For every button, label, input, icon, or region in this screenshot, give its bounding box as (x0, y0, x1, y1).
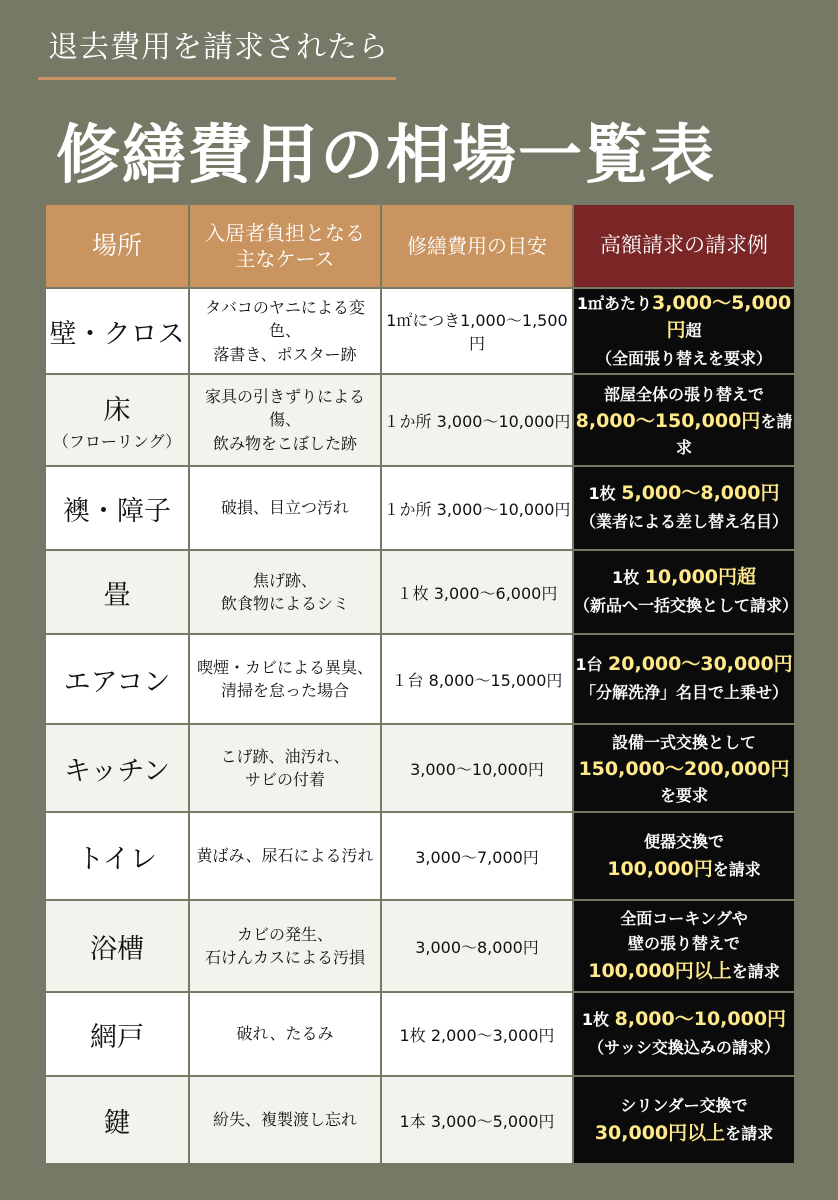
place-name: 畳 (103, 579, 131, 611)
high-line1 (574, 1006, 794, 1034)
high-line1-text: 1枚 (581, 1010, 615, 1030)
case-line1: 家具の引きずりによる傷、 (204, 387, 365, 430)
high-line2-amount: 150,000～200,000円 (578, 758, 790, 781)
high-line2 (574, 679, 794, 707)
place-name: 浴槽 (90, 933, 144, 965)
cell-fee: １か所 3,000～10,000円 (381, 374, 573, 466)
cell-high (573, 550, 799, 634)
case-line1: 黄ばみ、尿石による汚れ (196, 846, 374, 866)
table-row (45, 812, 795, 900)
repair-cost-table (44, 203, 799, 1165)
table-row (45, 992, 795, 1076)
header-high: 高額請求の請求例 (573, 204, 795, 288)
high-line1 (574, 480, 794, 508)
case-line1: カビの発生、 (236, 924, 333, 944)
cell-high (573, 812, 795, 900)
high-line1-amount: 10,000円超 (644, 566, 757, 589)
cell-place (45, 900, 189, 992)
place-name: 鍵 (103, 1107, 131, 1139)
high-line1-text: 1台 (575, 655, 609, 675)
cell-high (573, 466, 795, 550)
cell-place (45, 812, 189, 900)
header-case-line1: 入居者負担となる (205, 221, 365, 245)
high-line1-text: 設備一式交換として (611, 732, 756, 752)
cell-high (573, 288, 795, 374)
page-subtitle: 退去費用を請求されたら (48, 30, 389, 65)
case-line2: サビの付着 (244, 770, 325, 789)
high-line2-text: （新品へ一括交換として請求） (574, 596, 799, 615)
place-name: トイレ (77, 843, 157, 875)
table-row (45, 466, 795, 550)
cell-high (573, 634, 795, 724)
high-line2-amount: 8,000～150,000円 (575, 410, 761, 433)
high-line2-text: （サッシ交換込みの請求） (588, 1038, 780, 1057)
cell-case (189, 550, 381, 634)
place-name: エアコン (63, 666, 171, 698)
high-line1 (574, 290, 794, 345)
cell-place (45, 1076, 189, 1164)
cell-place (45, 724, 189, 812)
cell-case (189, 812, 381, 900)
page-title: 修繕費用の相場一覧表 (56, 119, 716, 193)
cell-high (573, 724, 795, 812)
table-row (45, 634, 795, 724)
high-line1 (574, 828, 794, 856)
case-line2: 飲み物をこぼした跡 (212, 433, 357, 453)
cell-case (189, 1076, 381, 1164)
cell-high (573, 900, 795, 992)
cell-high (573, 1076, 795, 1164)
high-line1 (574, 1092, 794, 1120)
case-line1: 破損、目立つ汚れ (220, 498, 349, 518)
high-line1-suffix: 超 (685, 321, 702, 341)
cell-case (189, 900, 381, 992)
place-name: 壁・クロス (49, 318, 185, 350)
place-sub: （フローリング） (52, 432, 182, 451)
case-line1: 破れ、たるみ (236, 1024, 334, 1044)
table-row (45, 724, 795, 812)
high-line1-text: 1枚 (611, 568, 645, 588)
header-case-line2: 主なケース (235, 247, 335, 271)
high-line2-text: 「分解洗浄」名目で上乗せ） (579, 683, 788, 702)
cell-high (573, 992, 795, 1076)
place-name: キッチン (63, 755, 171, 787)
cell-fee: １台 8,000～15,000円 (381, 634, 573, 724)
cell-fee: １枚 3,000～6,000円 (381, 550, 573, 634)
cell-fee: １か所 3,000～10,000円 (381, 466, 573, 550)
subtitle-underline (38, 77, 396, 80)
high-line2-amount: 100,000円 (607, 858, 713, 880)
high-line2 (574, 756, 794, 807)
table-row (45, 550, 795, 634)
high-line1-text: シリンダー交換で (620, 1096, 748, 1116)
high-line2-suffix: を請求 (712, 860, 761, 879)
cell-case (189, 634, 381, 724)
high-line1-text: 1枚 (588, 484, 622, 504)
case-line1: 喫煙・カビによる異臭、 (196, 657, 373, 677)
cell-case (189, 724, 381, 812)
high-line2 (574, 508, 794, 536)
high-line2 (574, 1120, 794, 1148)
cell-place (45, 634, 189, 724)
cell-case (189, 466, 381, 550)
high-line1 (574, 381, 794, 409)
high-line1-amount: 3,000～5,000円 (651, 291, 792, 342)
place-name: 網戸 (90, 1021, 144, 1053)
high-line2-suffix: を要求 (659, 785, 708, 805)
high-line2 (574, 345, 794, 373)
cell-fee: 1本 3,000～5,000円 (381, 1076, 573, 1164)
case-line2: 落書き、ポスター跡 (213, 344, 357, 364)
high-line1 (574, 930, 794, 958)
cell-fee: 1枚 2,000～3,000円 (381, 992, 573, 1076)
high-line1-text: 便器交換で (643, 832, 724, 852)
case-line1: こげ跡、油汚れ、 (220, 746, 350, 766)
high-line2 (574, 958, 794, 986)
high-line1-text: 部屋全体の張り替えで (603, 384, 764, 404)
cell-place (45, 374, 189, 466)
place-name: 襖・障子 (63, 495, 171, 527)
high-line2-suffix: を請求 (675, 412, 793, 457)
high-line2-suffix: を請求 (731, 961, 780, 981)
high-line2 (574, 1034, 794, 1062)
cell-case (189, 992, 381, 1076)
header-case (189, 204, 381, 288)
high-line1 (574, 729, 794, 757)
cell-case (189, 288, 381, 374)
cell-fee: 3,000～7,000円 (381, 812, 573, 900)
cell-fee: 1㎡につき1,000～1,500円 (381, 288, 573, 374)
case-line1: 紛失、複製渡し忘れ (212, 1110, 357, 1130)
high-line1-text: 壁の張り替えで (627, 934, 740, 954)
high-line1-amount: 8,000～10,000円 (614, 1008, 787, 1031)
header-fee: 修繕費用の目安 (381, 204, 573, 288)
cell-high (573, 374, 795, 466)
case-line1: タバコのヤニによる変色、 (205, 298, 365, 341)
high-line2-text: （業者による差し替え名目） (579, 512, 788, 531)
place-name: 床 (103, 395, 131, 426)
cell-place (45, 992, 189, 1076)
table-row (45, 288, 795, 374)
case-line2: 石けんカスによる汚損 (204, 948, 365, 967)
cell-place (45, 288, 189, 374)
high-line2 (574, 856, 794, 884)
high-line2-amount: 100,000円以上 (588, 959, 732, 982)
cell-case (189, 374, 381, 466)
cell-place (45, 466, 189, 550)
cell-fee: 3,000～8,000円 (381, 900, 573, 992)
high-line0: 全面コーキングや (620, 908, 748, 928)
table-row (45, 900, 795, 992)
case-line2: 清掃を怠った場合 (220, 681, 349, 700)
table-row (45, 374, 795, 466)
high-line2-text: （全面張り替えを要求） (595, 348, 772, 368)
high-line2 (574, 408, 794, 459)
high-line1-amount: 20,000～30,000円 (608, 653, 793, 676)
high-line1 (574, 564, 794, 592)
high-line1-amount: 5,000～8,000円 (621, 482, 780, 505)
high-line1 (574, 651, 794, 679)
high-line2-suffix: を請求 (725, 1124, 774, 1143)
cell-fee: 3,000～10,000円 (381, 724, 573, 812)
high-line1-text: 1㎡あたり (576, 293, 652, 313)
table-row (45, 1076, 795, 1164)
high-line2-amount: 30,000円以上 (594, 1122, 726, 1144)
table-header-row (45, 204, 795, 288)
header-place: 場所 (45, 204, 189, 288)
high-line2 (574, 592, 799, 620)
case-line1: 焦げ跡、 (252, 570, 317, 590)
cell-place (45, 550, 189, 634)
case-line2: 飲食物によるシミ (220, 594, 349, 613)
